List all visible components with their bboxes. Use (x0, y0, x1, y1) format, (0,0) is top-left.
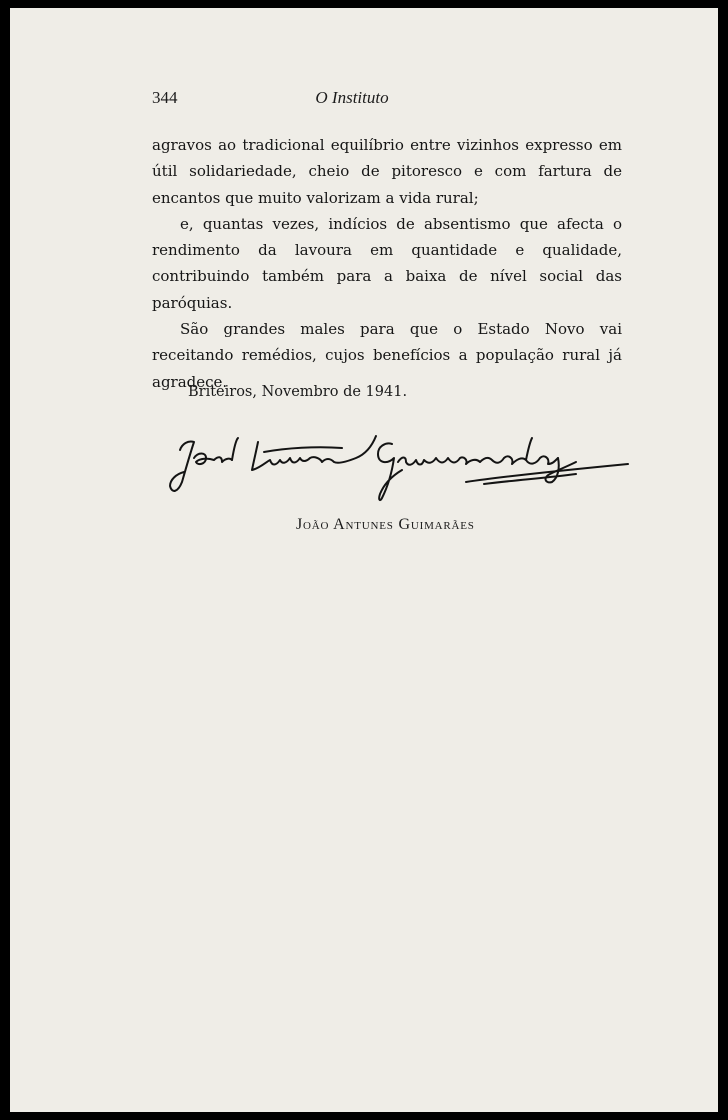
page-number: 344 (152, 88, 178, 107)
paragraph-2: e, quantas vezes, indícios de absentismo que afecta o rendimento da lavoura em quantidade e qualidade, contribuindo também para a baixa de nível social das paróquias. (152, 214, 622, 312)
place-date: Briteiros, Novembro de 1941. (188, 384, 408, 400)
document-page (10, 8, 718, 1112)
paragraph-1: agravos ao tradicional equilíbrio entre vizinhos expresso em útil solidariedade, cheio de pitoresco e com fartura de encantos que muito valorizam a vida rural; (152, 136, 622, 207)
signer-name: João Antunes Guimarães (296, 516, 475, 533)
paragraph-3: São grandes males para que o Estado Novo vai receitando remédios, cujos benefícios a população rural já agradece. (152, 320, 622, 391)
running-title: O Instituto (315, 88, 389, 107)
body-text (152, 132, 622, 395)
page-header (152, 88, 552, 112)
handwritten-signature (166, 428, 636, 504)
